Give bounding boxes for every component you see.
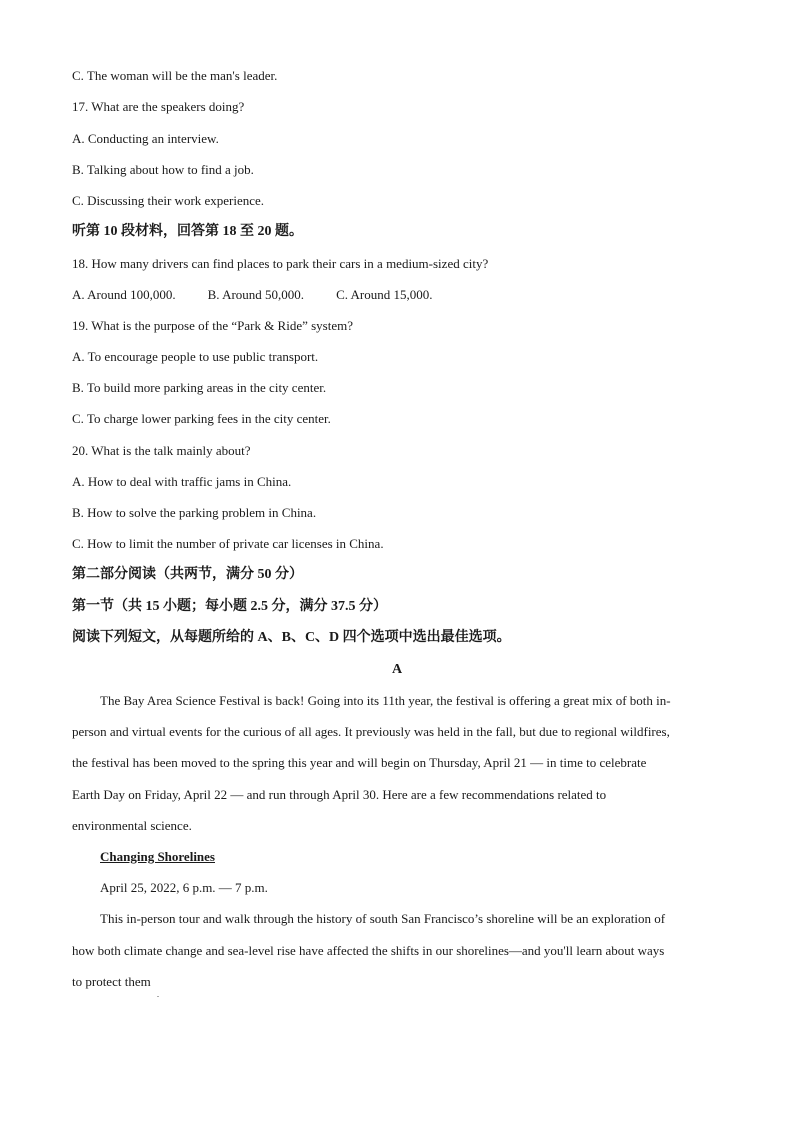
stray-dot: . [157,990,159,999]
passage-line: the festival has been moved to the spring this year and will begin on Thursday, April 21 — in time to celebrate [72,755,647,770]
passage-line: This in-person tour and walk through the history of south San Francisco’s shoreline will be an exploration of [100,911,666,926]
event-date: April 25, 2022, 6 p.m. — 7 p.m. [100,880,268,895]
passage-label: A [391,662,403,677]
passage-line: Earth Day on Friday, April 22 — and run through April 30. Here are a few recommendations related to [72,787,607,802]
q18-option-a: A. Around 100,000. [72,287,176,302]
q18-option-b: B. Around 50,000. [207,287,305,302]
q19-option-a: A. To encourage people to use public transport. [72,349,319,364]
q17-option-a: A. Conducting an interview. [72,131,219,146]
passage-line: The Bay Area Science Festival is back! Going into its 11th year, the festival is offering a great mix of both in- [100,693,671,708]
q17-question: 17. What are the speakers doing? [72,99,245,114]
passage-line: how both climate change and sea-level rise have affected the shifts in our shorelines—and you'll learn about ways [72,943,665,958]
q18-question: 18. How many drivers can find places to park their cars in a medium-sized city? [72,256,489,271]
q20-option-c: C. How to limit the number of private car licenses in China. [72,536,384,551]
q19-option-c: C. To charge lower parking fees in the city center. [72,411,331,426]
q16-option-c: C. The woman will be the man's leader. [72,68,278,83]
passage-line: to protect them [72,974,151,989]
part-two-heading: 第二部分阅读（共两节，满分 50 分） [72,567,303,582]
section-one-heading: 第一节（共 15 小题；每小题 2.5 分，满分 37.5 分） [72,599,387,614]
q20-option-b: B. How to solve the parking problem in China. [72,505,317,520]
q18-option-c: C. Around 15,000. [336,287,433,302]
q20-question: 20. What is the talk mainly about? [72,443,251,458]
passage-line: environmental science. [72,818,192,833]
q19-question: 19. What is the purpose of the “Park & Ride” system? [72,318,354,333]
event-heading: Changing Shorelines [100,849,215,864]
q18-options [72,287,432,303]
passage-line: person and virtual events for the curious of all ages. It previously was held in the fall, but due to regional wildfires, [72,724,670,739]
reading-instruction: 阅读下列短文，从每题所给的 A、B、C、D 四个选项中选出最佳选项。 [72,630,511,645]
q20-option-a: A. How to deal with traffic jams in China. [72,474,292,489]
q17-option-c: C. Discussing their work experience. [72,193,265,208]
q17-option-b: B. Talking about how to find a job. [72,162,254,177]
q19-option-b: B. To build more parking areas in the city center. [72,380,327,395]
section-instruction-10: 听第 10 段材料，回答第 18 至 20 题。 [72,224,303,239]
